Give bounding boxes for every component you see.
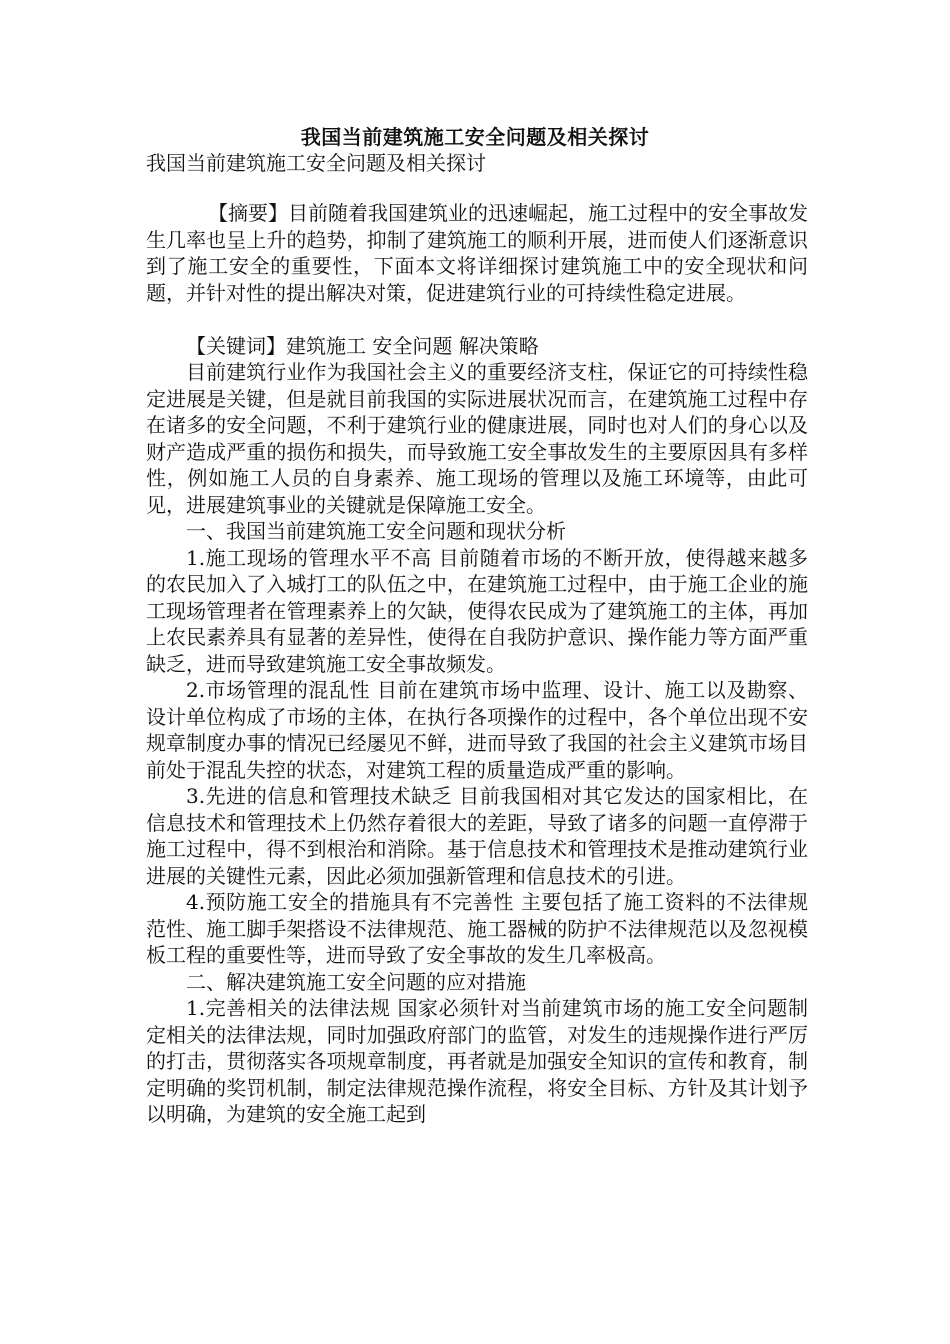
- abstract-paragraph: 【摘要】目前随着我国建筑业的迅速崛起，施工过程中的安全事故发生几率也呈上升的趋势，抑制了建筑施工的顺利开展，进而使人们逐渐意识到了施工安全的重要性，下面本文将详细探讨建筑施工中的安全现状和问题，并针对性的提出解决对策，促进建筑行业的可持续性稳定进展。: [146, 201, 808, 305]
- section-2-paragraph-1: 1.完善相关的法律法规 国家必须针对当前建筑市场的施工安全问题制定相关的法律法规，同时加强政府部门的监管，对发生的违规操作进行严厉的打击，贯彻落实各项规章制度，再者就是加强安全知识的宣传和教育，制定明确的奖罚机制，制定法律规范操作流程，将安全目标、方针及其计划予以明确，为建筑的安全施工起到: [146, 996, 808, 1126]
- section-1-heading: 一、我国当前建筑施工安全问题和现状分析: [186, 519, 566, 543]
- keywords-line: 【关键词】建筑施工 安全问题 解决策略: [186, 333, 539, 358]
- intro-paragraph: 目前建筑行业作为我国社会主义的重要经济支柱，保证它的可持续性稳定进展是关键，但是就目前我国的实际进展状况而言，在建筑施工过程中存在诸多的安全问题，不利于建筑行业的健康进展，同时也对人们的身心以及财产造成严重的损伤和损失，而导致施工安全事故发生的主要原因具有多样性，例如施工人员的自身素养、施工现场的管理以及施工环境等，由此可见，进展建筑事业的关键就是保障施工安全。: [146, 360, 808, 517]
- section-1-paragraph-2: 2.市场管理的混乱性 目前在建筑市场中监理、设计、施工以及勘察、设计单位构成了市场的主体，在执行各项操作的过程中，各个单位出现不安规章制度办事的情况已经屡见不鲜，进而导致了我国的社会主义建筑市场目前处于混乱失控的状态，对建筑工程的质量造成严重的影响。: [146, 678, 808, 782]
- section-1-paragraph-4: 4.预防施工安全的措施具有不完善性 主要包括了施工资料的不法律规范性、施工脚手架搭设不法律规范、施工器械的防护不法律规范以及忽视模板工程的重要性等，进而导致了安全事故的发生几率极高。: [146, 890, 808, 967]
- section-2-heading: 二、解决建筑施工安全问题的应对措施: [186, 969, 526, 994]
- document-title: 我国当前建筑施工安全问题及相关探讨: [300, 125, 650, 149]
- blank-line: [146, 306, 808, 333]
- document-subtitle: 我国当前建筑施工安全问题及相关探讨: [146, 151, 486, 175]
- section-1-paragraph-3: 3.先进的信息和管理技术缺乏 目前我国相对其它发达的国家相比，在信息技术和管理技术上仍然存着很大的差距，导致了诸多的问题一直停滞于施工过程中，得不到根治和消除。基于信息技术和管理技术是推动建筑行业进展的关键性元素，因此必须加强新管理和信息技术的引进。: [146, 784, 808, 888]
- document-body: [146, 200, 808, 1128]
- section-1-paragraph-1: 1.施工现场的管理水平不高 目前随着市场的不断开放，使得越来越多的农民加入了入城打工的队伍之中，在建筑施工过程中，由于施工企业的施工现场管理者在管理素养上的欠缺，使得农民成为了建筑施工的主体，再加上农民素养具有显著的差异性，使得在自我防护意识、操作能力等方面严重缺乏，进而导致建筑施工安全事故频发。: [146, 545, 808, 676]
